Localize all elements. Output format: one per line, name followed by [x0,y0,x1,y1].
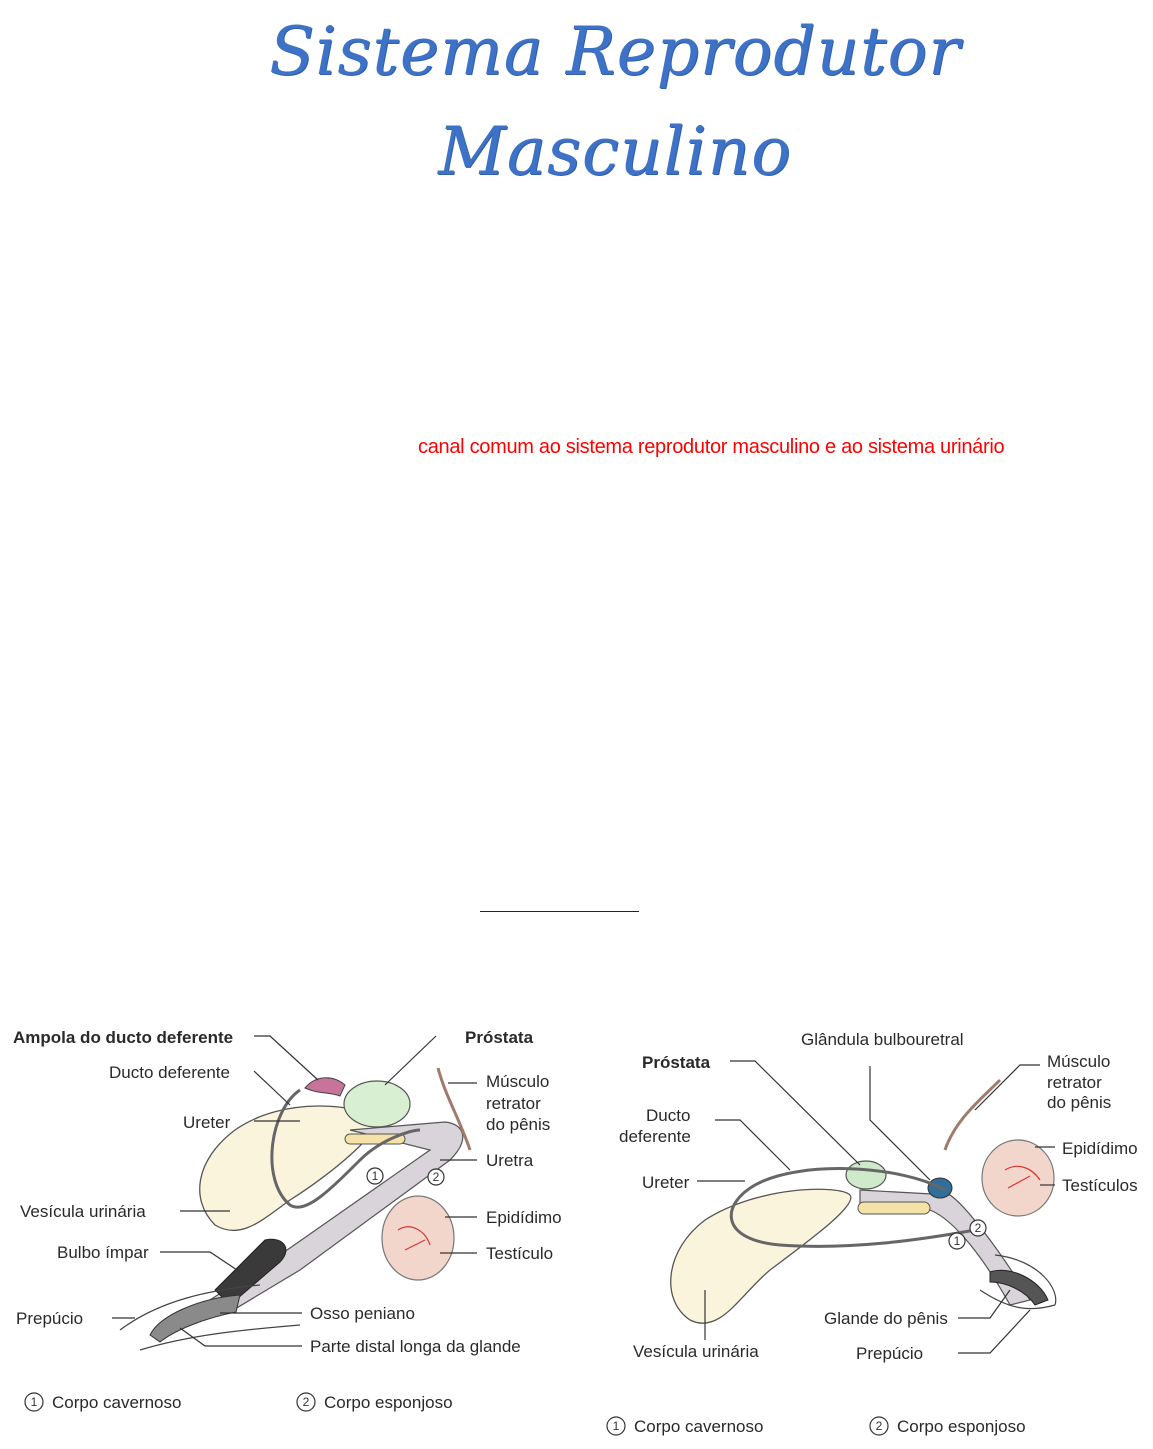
leader-ampola [254,1036,318,1080]
right-legend-num-1: 1 [612,1419,620,1433]
label-osso: Osso peniano [310,1304,415,1323]
left-glans-shape [150,1295,240,1342]
left-legend-text-1: Corpo cavernoso [52,1393,182,1412]
right-legend-text-1: Corpo cavernoso [634,1417,764,1436]
right-marker-2-text: 2 [974,1221,982,1235]
label-uretra: Uretra [486,1151,534,1170]
right-legend [607,1417,1026,1436]
left-legend-num-2: 2 [302,1395,310,1409]
leader-prostata [385,1036,436,1085]
label-musculo-1: Músculo [486,1072,550,1091]
left-legend-num-1: 1 [30,1395,38,1409]
leader-prepucio-r [958,1310,1030,1353]
leader-glandula [870,1066,930,1180]
label-prepucio: Prepúcio [16,1309,84,1328]
label-musculo-r-2: retrator [1047,1073,1102,1092]
label-ureter: Ureter [183,1113,231,1132]
left-marker-2-text: 2 [432,1170,440,1184]
right-illustration [671,1080,1056,1323]
leader-glande [958,1290,1010,1318]
right-testis-shape [982,1140,1054,1216]
label-musculo-r-1: Músculo [1047,1052,1111,1071]
label-musculo-3: do pênis [486,1115,551,1134]
leader-ducto [254,1071,290,1105]
left-illustration [120,1068,470,1350]
left-marker-1-text: 1 [371,1169,379,1183]
leader-bulbo [160,1252,240,1272]
label-parte-distal: Parte distal longa da glande [310,1337,521,1356]
left-testis-shape [382,1196,454,1280]
right-legend-text-2: Corpo esponjoso [897,1417,1026,1436]
right-muscle-shape [945,1080,1000,1150]
label-ducto-r-2: deferente [619,1127,691,1146]
label-ducto: Ducto deferente [109,1063,230,1082]
label-glandula: Glândula bulbouretral [801,1030,964,1049]
label-ducto-r-1: Ducto [646,1106,691,1125]
label-prepucio-r: Prepúcio [856,1344,924,1363]
right-marker-1-text: 1 [953,1234,961,1248]
leader-prostata-r [730,1061,860,1165]
left-prostate-shape [344,1081,410,1127]
left-legend [25,1393,453,1412]
label-ampola: Ampola do ducto deferente [13,1028,234,1047]
label-epididimo-r: Epidídimo [1062,1139,1138,1158]
label-musculo-2: retrator [486,1094,541,1113]
leader-musculo-r [975,1065,1040,1110]
left-ampulla-shape [305,1078,345,1096]
label-vesicula-r: Vesícula urinária [633,1342,759,1361]
label-vesicula: Vesícula urinária [20,1202,146,1221]
label-epididimo: Epidídimo [486,1208,562,1227]
label-prostata-r: Próstata [642,1053,711,1072]
label-musculo-r-3: do pênis [1047,1093,1112,1112]
right-prostate-shape [846,1161,886,1189]
left-legend-text-2: Corpo esponjoso [324,1393,453,1412]
page-title: Sistema Reprodutor Masculino [269,13,961,190]
label-ureter-r: Ureter [642,1173,690,1192]
label-bulbo: Bulbo ímpar [57,1243,149,1262]
right-legend-num-2: 2 [875,1419,883,1433]
label-prostata: Próstata [465,1028,534,1047]
label-testiculos: Testículos [1062,1176,1138,1195]
label-testiculo: Testículo [486,1244,554,1263]
right-gland-shape [858,1202,930,1214]
right-bladder-shape [671,1189,851,1323]
urethra-note: canal comum ao sistema reprodutor masculino e ao sistema urinário [418,436,1005,458]
label-glande: Glande do pênis [824,1309,948,1328]
leader-ducto-r [715,1120,790,1170]
